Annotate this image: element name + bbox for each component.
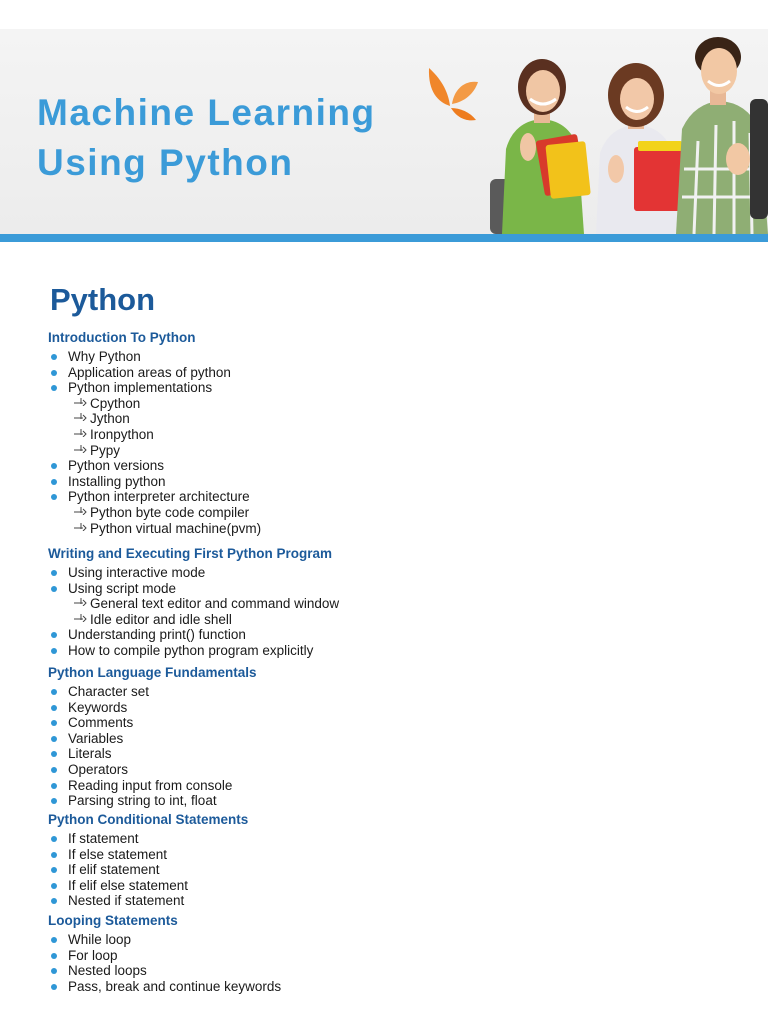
bullet-icon [51, 798, 57, 804]
bullet-icon [51, 736, 57, 742]
bullet-icon [51, 783, 57, 789]
header-banner [0, 29, 768, 234]
sub-list-item-label: Cpython [90, 395, 141, 411]
list-item-label: Python versions [68, 458, 165, 474]
list-item-label: If else statement [68, 846, 168, 862]
bullet-icon [51, 836, 57, 842]
sub-arrow-icon [72, 610, 90, 622]
section-title: Writing and Executing First Python Program [48, 546, 333, 561]
bullet-icon [51, 648, 57, 654]
bullet-icon [51, 370, 57, 376]
list-item-label: If elif else statement [68, 877, 189, 893]
list-item-label: Nested if statement [68, 893, 185, 909]
banner-divider [0, 234, 768, 242]
list-item-label: Reading input from console [68, 777, 233, 793]
sub-list-item-label: Ironpython [90, 427, 154, 442]
bullet-icon [51, 720, 57, 726]
list-item-label: Operators [68, 762, 129, 777]
banner-title-line-1: Machine Learning [37, 92, 376, 133]
sub-list-item-label: Python byte code compiler [90, 505, 250, 520]
bullet-icon [51, 867, 57, 873]
list-item-label: How to compile python program explicitly [68, 643, 314, 658]
banner-title-line-2: Using Python [37, 142, 294, 183]
section-title: Looping Statements [48, 913, 178, 928]
list-item-label: Variables [68, 730, 124, 746]
list-item-label: Comments [68, 715, 134, 731]
bullet-icon [51, 953, 57, 959]
list-item-label: Character set [68, 684, 150, 699]
students-photo [488, 29, 768, 234]
bullet-icon [51, 632, 57, 638]
sub-list-item-label: General text editor and command window [90, 596, 340, 612]
bullet-icon [51, 689, 57, 695]
sub-list-item-label: Idle editor and idle shell [90, 611, 232, 627]
bullet-icon [51, 984, 57, 990]
list-item-label: Keywords [68, 699, 128, 715]
sub-arrow-icon [72, 519, 90, 531]
bullet-icon [51, 898, 57, 904]
bullet-icon [51, 705, 57, 711]
bullet-icon [51, 937, 57, 943]
bullet-icon [51, 494, 57, 500]
section-title: Python Language Fundamentals [48, 665, 257, 680]
list-item-label: Application areas of python [68, 364, 231, 380]
bullet-icon [51, 883, 57, 889]
list-item-label: For loop [68, 947, 118, 963]
butterfly-logo-icon [420, 62, 482, 124]
list-item-label: Why Python [68, 349, 141, 364]
section-title: Python Conditional Statements [48, 812, 249, 827]
bullet-icon [51, 968, 57, 974]
bullet-icon [51, 852, 57, 858]
bullet-icon [51, 385, 57, 391]
bullet-icon [51, 479, 57, 485]
list-item-label: Literals [68, 746, 112, 762]
sub-arrow-icon [72, 594, 90, 606]
list-item-label: Nested loops [68, 963, 147, 979]
list-item-label: Pass, break and continue keywords [68, 978, 282, 994]
page-title: Python [50, 282, 156, 317]
bullet-icon [51, 463, 57, 469]
sub-arrow-icon [72, 409, 90, 421]
sub-arrow-icon [72, 503, 90, 515]
sub-arrow-icon [72, 441, 90, 453]
list-item-label: While loop [68, 932, 132, 947]
list-item-label: Installing python [68, 473, 166, 489]
sub-list-item-label: Python virtual machine(pvm) [90, 520, 262, 536]
section-title: Introduction To Python [48, 330, 196, 345]
sub-list-item-label: Pypy [90, 442, 121, 458]
sub-list-item-label: Jython [90, 411, 130, 427]
list-item-label: Using interactive mode [68, 565, 206, 580]
bullet-icon [51, 767, 57, 773]
bullet-icon [51, 586, 57, 592]
bullet-icon [51, 751, 57, 757]
bullet-icon [51, 570, 57, 576]
list-item-label: Parsing string to int, float [68, 793, 217, 809]
list-item-label: If statement [68, 831, 139, 846]
list-item-label: Python interpreter architecture [68, 489, 250, 505]
list-item-label: If elif statement [68, 862, 160, 878]
sub-arrow-icon [72, 425, 90, 437]
list-item-label: Using script mode [68, 580, 177, 596]
bullet-icon [51, 354, 57, 360]
sub-arrow-icon [72, 394, 90, 406]
list-item-label: Python implementations [68, 380, 213, 396]
list-item-label: Understanding print() function [68, 627, 246, 643]
